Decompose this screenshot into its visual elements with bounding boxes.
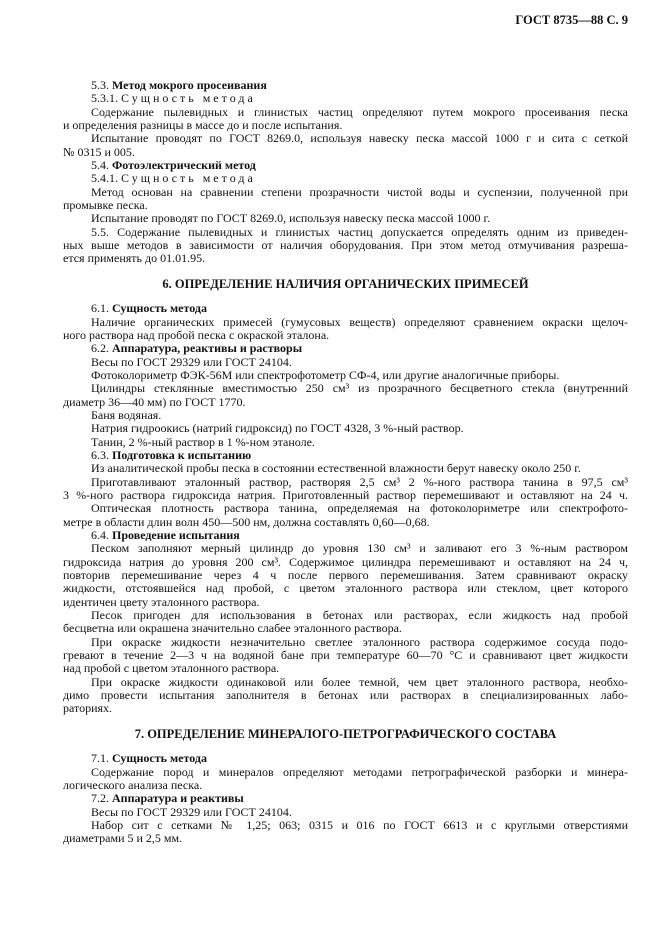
subsection-number: 7.2. [91,791,112,806]
paragraph-line: димо провести испытания заполнителя в бетонах или растворах в специализированных лабо- [63,688,628,703]
paragraph [63,766,628,793]
paragraph-line: 5.5. Содержание пылевидных и глинистых частиц допускается определять одним из приведен- [91,224,628,239]
subsection-title: Сущность метода [112,751,207,766]
paragraph [63,186,628,213]
paragraph-line: При окраске жидкости одинаковой или более темной, чем цвет эталонного раствора, необхо- [91,674,628,689]
subsection-number: 5.3.1. [91,91,121,106]
subsection-number: 6.2. [91,341,112,356]
paragraph [63,462,628,475]
paragraph [63,609,628,636]
paragraph-line: Метод основан на сравнении степени прозрачности чистой воды и суспензии, полученной при [91,184,628,199]
paragraph [63,422,628,435]
subsection-number: 6.1. [91,301,112,316]
subsection-title: Сущность метода [121,91,256,106]
paragraph-line: жидкости, отстоявшейся над пробой, с цветом эталонного раствора или стеклом, цвет которого [63,581,628,596]
paragraph-line: ных выше методов в зависимости от наличия оборудования. При этом метод отмучивания разреша- [63,238,628,253]
paragraph [63,409,628,422]
subsection-heading [63,449,628,462]
subsection-heading [63,752,628,765]
paragraph-line: 3 %-ного раствора гидроксида натрия. Приготовленный раствор перемешивают и оставляют на 24 ч. [63,487,628,502]
section-heading: 6. ОПРЕДЕЛЕНИЕ НАЛИЧИЯ ОРГАНИЧЕСКИХ ПРИМЕСЕЙ [162,276,529,291]
subsection-number: 5.4. [91,158,112,173]
paragraph-line: Содержание пылевидных и глинистых частиц определяют путем мокрого просеивания песка [91,104,628,119]
paragraph-line: повторив перемешивание через 4 ч после первого перемешивания. Затем сравнивают окраску [63,568,628,583]
paragraph [63,436,628,449]
paragraph [63,369,628,382]
subsection-number: 7.1. [91,751,112,766]
subsection-heading [63,159,628,172]
paragraph [63,382,628,409]
paragraph-line: Испытание проводят по ГОСТ 8269.0, используя навеску песка массой 1000 г и сита с сеткой [91,131,628,146]
subsection-title: Метод мокрого просеивания [112,78,267,92]
paragraph-line: Весы по ГОСТ 29329 или ГОСТ 24104. [91,354,292,369]
paragraph-line: и определения разницы в массе до и после испытания. [63,118,343,133]
paragraph-line: Оптическая плотность раствора танина, определяемая на фотоколориметре или спектрофото- [91,501,628,516]
paragraph [63,132,628,159]
paragraph-line: Баня водяная. [91,407,162,422]
paragraph-line: логического анализа песка. [63,777,203,792]
subsection-heading [63,79,628,92]
paragraph-line: Песок пригоден для использования в бетонах или растворах, если жидкость над пробой [91,608,628,623]
paragraph-line: Испытание проводят по ГОСТ 8269.0, используя навеску песка массой 1000 г. [91,211,491,226]
paragraph-line: При окраске жидкости незначительно светлее эталонного раствора содержимое сосуда подо- [91,634,628,649]
document-body [63,79,628,846]
paragraph-line: метре в области длин волн 450—500 нм, должна составлять 0,60—0,68. [63,514,430,529]
paragraph [63,316,628,343]
paragraph-line: ного раствора над пробой песка с окраской эталона. [63,327,330,342]
subsection-title: Аппаратура и реактивы [112,791,244,806]
paragraph-line: над пробой с цветом эталонного раствора. [63,661,280,676]
paragraph [63,212,628,225]
paragraph-line: № 0315 и 005. [63,144,135,159]
paragraph-line: бесцветна или окрашена значительно слабее эталонного раствора. [63,621,402,636]
subsection-title: Фотоэлектрический метод [112,158,256,173]
subsection-heading [63,302,628,315]
subsection-title: Аппаратура, реактивы и растворы [112,341,303,356]
paragraph-line: Из аналитической пробы песка в состоянии естественной влажности берут навеску около 250 г. [91,461,581,476]
page-header: ГОСТ 8735—88 С. 9 [515,13,628,27]
paragraph [63,542,628,609]
subsection-number: 5.3. [91,78,112,92]
paragraph-line: Песком заполняют мерный цилиндр до уровня 130 см³ и заливают его 3 %-ным раствором [91,541,628,556]
paragraph [63,106,628,133]
paragraph-line: ется применять до 01.01.95. [63,251,206,266]
subsection-heading [63,172,628,185]
paragraph [63,356,628,369]
paragraph [63,226,628,266]
paragraph [63,502,628,529]
paragraph-line: Натрия гидроокись (натрий гидроксид) по ГОСТ 4328, 3 %-ный раствор. [91,421,464,436]
paragraph-line: диаметрами 5 и 2,5 мм. [63,831,183,846]
paragraph-line: гревают в течение 2—3 ч на водяной бане при температуре 60—70 °С и сравнивают цвет жидкости [63,648,628,663]
paragraph-line: Весы по ГОСТ 29329 или ГОСТ 24104. [91,804,292,819]
paragraph [63,806,628,819]
subsection-heading [63,792,628,805]
paragraph-line: раториях. [63,701,113,716]
paragraph-line: Наличие органических примесей (гумусовых веществ) определяют сравнением окраски щелоч- [91,314,628,329]
paragraph-line: Фотоколориметр ФЭК-56М или спектрофотометр СФ-4, или другие аналогичные приборы. [91,367,560,382]
section-heading: 7. ОПРЕДЕЛЕНИЕ МИНЕРАЛОГО-ПЕТРОГРАФИЧЕСКОГО СОСТАВА [134,726,557,741]
subsection-number: 6.3. [91,447,112,462]
subsection-heading [63,529,628,542]
paragraph [63,636,628,676]
paragraph-line: гидроксида натрия до уровня 200 см³. Содержимое цилиндра перемешивают и оставляют на 24 ч, [63,554,628,569]
paragraph-line: Танин, 2 %-ный раствор в 1 %-ном этаноле. [91,434,315,449]
subsection-number: 5.4.1. [91,171,121,186]
paragraph-line: Содержание пород и минералов определяют методами петрографической разборки и минера- [91,764,628,779]
subsection-number: 6.4. [91,528,112,542]
subsection-title: Проведение испытания [112,528,240,542]
subsection-title: Сущность метода [121,171,256,186]
paragraph-line: Набор сит с сетками № 1,25; 063; 0315 и 016 по ГОСТ 6613 и с круглыми отверстиями [91,817,628,832]
subsection-heading [63,342,628,355]
subsection-title: Подготовка к испытанию [112,447,252,462]
paragraph [63,476,628,503]
paragraph-line: диаметр 36—40 мм) по ГОСТ 1770. [63,394,246,409]
paragraph [63,676,628,716]
paragraph-line: идентичен цвету эталонного раствора. [63,594,260,609]
paragraph [63,819,628,846]
paragraph-line: Цилиндры стеклянные вместимостью 250 см³ из прозрачного бесцветного стекла (внутренний [91,381,628,396]
paragraph-line: Приготавливают эталонный раствор, растворяя 2,5 см³ 2 %-ного раствора танина в 97,5 см³ [91,474,628,489]
paragraph-line: промывке песка. [63,198,148,213]
subsection-title: Сущность метода [112,301,207,316]
subsection-heading [63,92,628,105]
